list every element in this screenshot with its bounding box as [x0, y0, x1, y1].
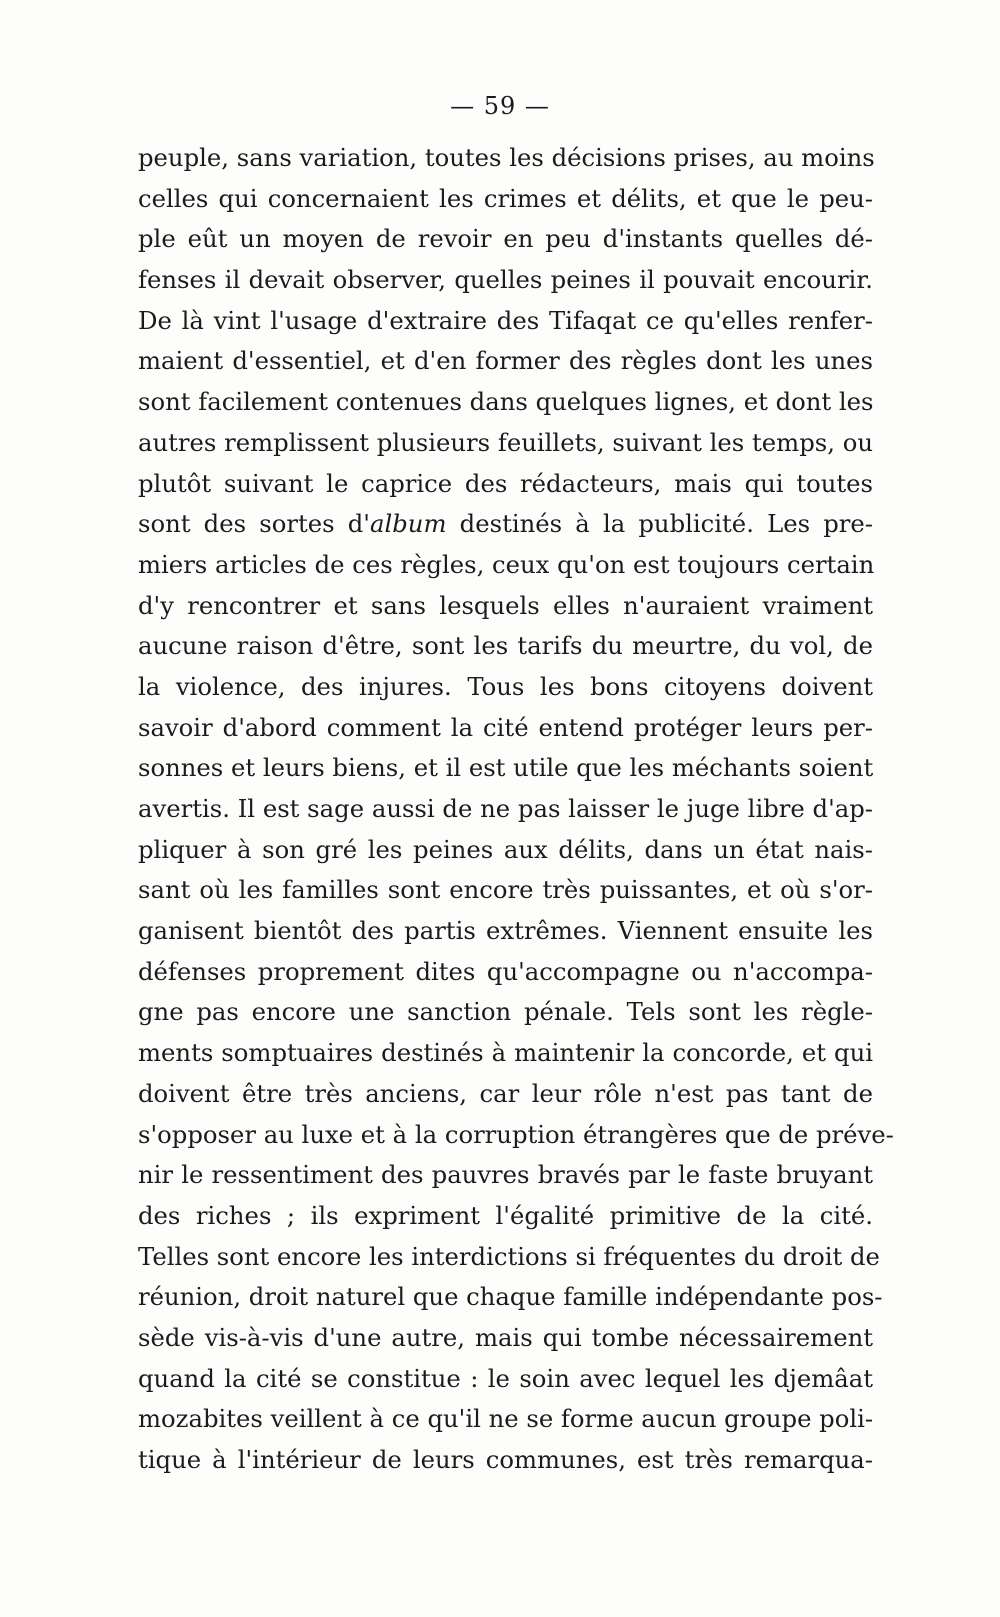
text-line: De là vint l'usage d'extraire des Tifaqat ce qu'elles renfer-: [138, 305, 873, 335]
text-line: des riches ; ils expriment l'égalité primitive de la cité.: [138, 1200, 873, 1230]
line-segment: sont des sortes d': [138, 509, 370, 539]
text-line: gne pas encore une sanction pénale. Tels sont les règle-: [138, 997, 873, 1027]
page-number: — 59 —: [450, 92, 550, 120]
text-line: avertis. Il est sage aussi de ne pas laisser le juge libre d'ap-: [138, 794, 873, 823]
text-line: aucune raison d'être, sont les tarifs du meurtre, du vol, de: [138, 631, 873, 661]
text-line: miers articles de ces règles, ceux qu'on est toujours certain: [138, 549, 875, 579]
text-line: réunion, droit naturel que chaque famille indépendante pos-: [138, 1282, 883, 1312]
text-line: plutôt suivant le caprice des rédacteurs, mais qui toutes: [138, 468, 873, 498]
text-line: sonnes et leurs biens, et il est utile que les méchants soient: [138, 753, 874, 783]
text-line: celles qui concernaient les crimes et délits, et que le peu-: [138, 183, 873, 213]
text-line: défenses proprement dites qu'accompagne ou n'accompa-: [138, 956, 873, 986]
text-line: d'y rencontrer et sans lesquels elles n'auraient vraiment: [138, 590, 873, 620]
italic-word-album: album: [370, 509, 447, 539]
text-line: sont facilement contenues dans quelques lignes, et dont les: [138, 387, 874, 417]
text-line: ganisent bientôt des partis extrêmes. Viennent ensuite les: [138, 916, 873, 946]
text-line: tique à l'intérieur de leurs communes, est très remarqua-: [138, 1445, 873, 1474]
text-line: nir le ressentiment des pauvres bravés par le faste bruyant: [138, 1160, 873, 1190]
text-line: mozabites veillent à ce qu'il ne se forme aucun groupe poli-: [138, 1404, 874, 1434]
body-text: [138, 138, 894, 1481]
text-line: autres remplissent plusieurs feuillets, suivant les temps, ou: [138, 427, 873, 457]
text-line-with-italic: [138, 504, 873, 545]
text-line: peuple, sans variation, toutes les décisions prises, au moins: [138, 143, 875, 172]
text-line: doivent être très anciens, car leur rôle n'est pas tant de: [138, 1078, 873, 1108]
text-line: la violence, des injures. Tous les bons citoyens doivent: [138, 671, 873, 701]
text-line: maient d'essentiel, et d'en former des règles dont les unes: [138, 346, 873, 376]
line-segment: destinés à la publicité. Les pre-: [446, 509, 874, 539]
text-line: sède vis-à-vis d'une autre, mais qui tombe nécessairement: [138, 1322, 873, 1352]
text-line: quand la cité se constitue : le soin avec lequel les djemâat: [138, 1363, 873, 1393]
text-line: ple eût un moyen de revoir en peu d'instants quelles dé-: [138, 224, 873, 254]
text-line: pliquer à son gré les peines aux délits, dans un état nais-: [138, 834, 873, 864]
text-line: fenses il devait observer, quelles peines il pouvait encourir.: [138, 265, 873, 295]
text-line: Telles sont encore les interdictions si fréquentes du droit de: [138, 1241, 880, 1271]
text-line: s'opposer au luxe et à la corruption étrangères que de préve-: [138, 1119, 894, 1149]
text-line: sant où les familles sont encore très puissantes, et où s'or-: [138, 875, 873, 905]
text-line: ments somptuaires destinés à maintenir la concorde, et qui: [138, 1038, 873, 1068]
text-line: savoir d'abord comment la cité entend protéger leurs per-: [138, 712, 873, 742]
